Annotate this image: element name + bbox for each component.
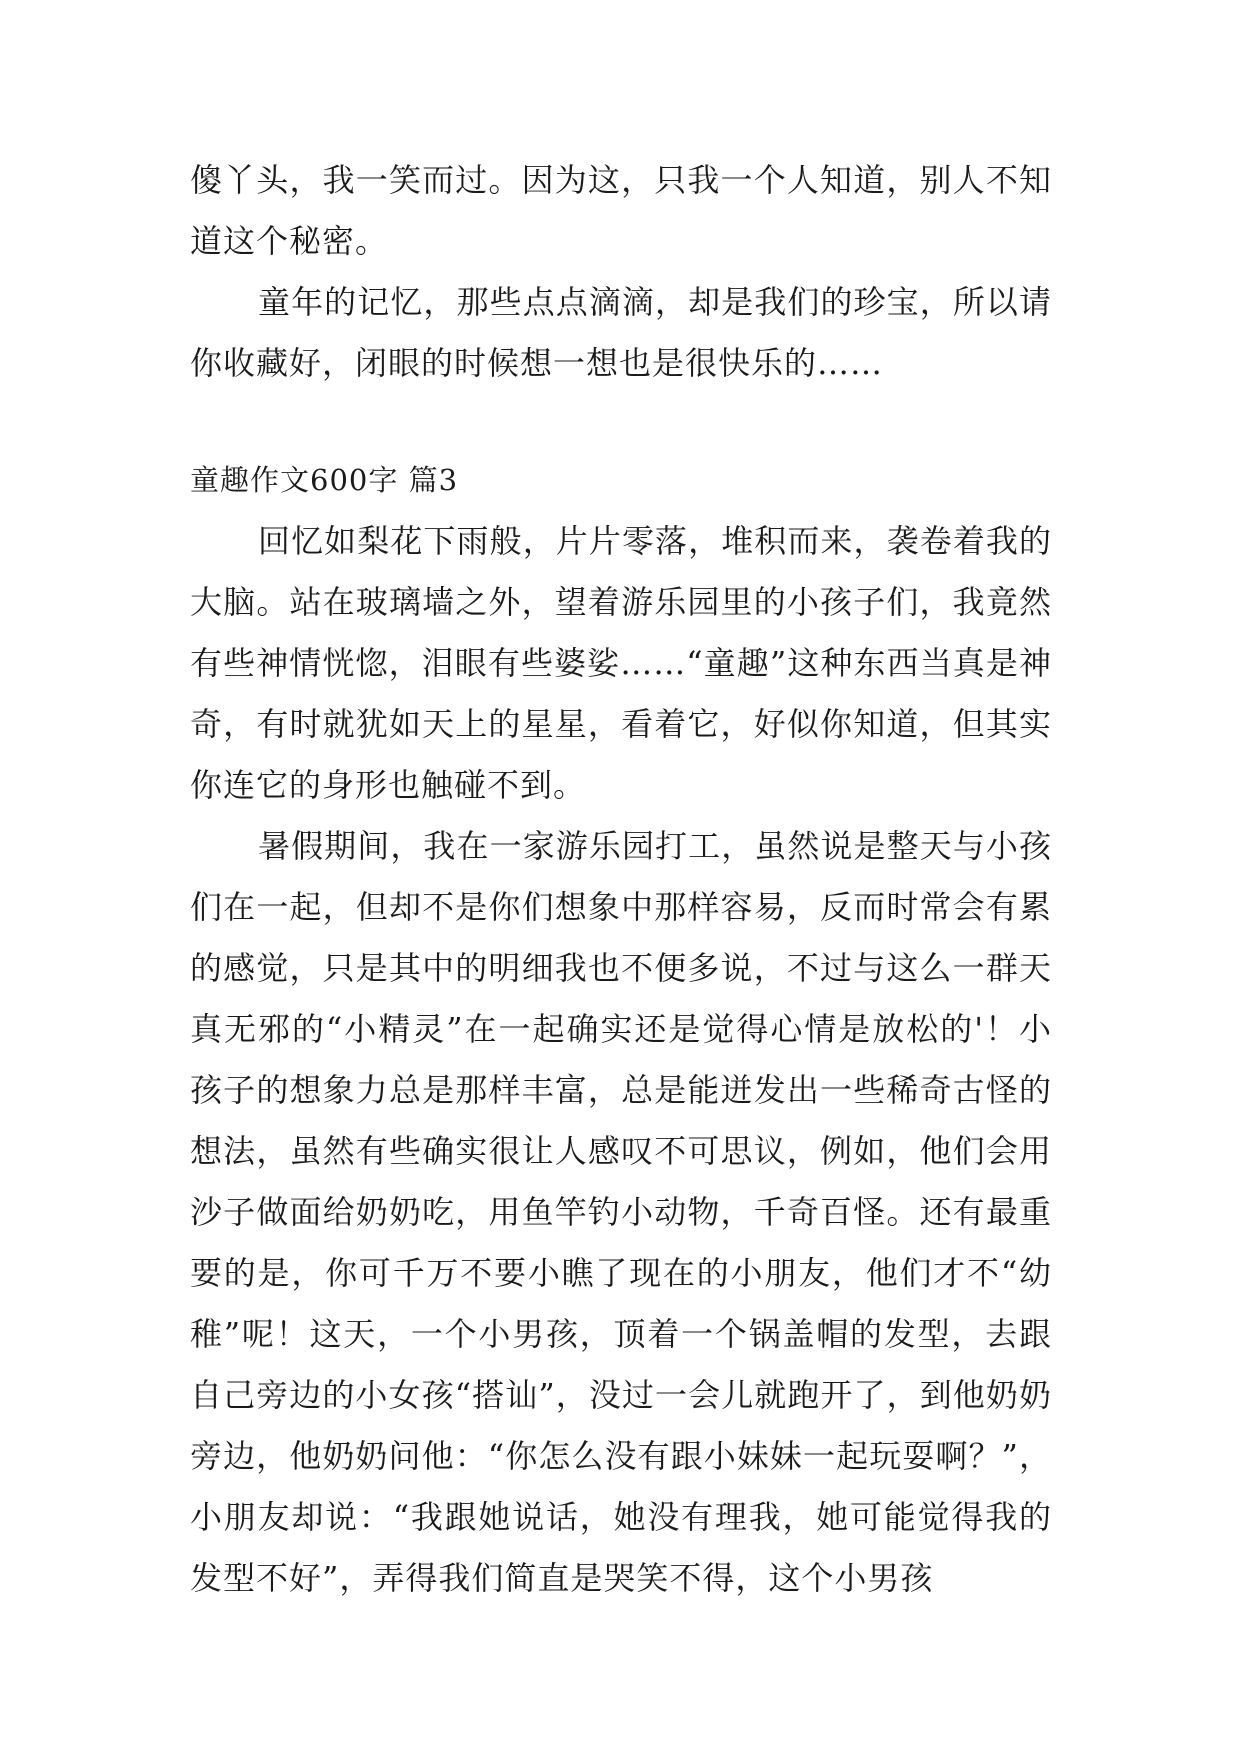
paragraph-4: 暑假期间，我在一家游乐园打工，虽然说是整天与小孩们在一起，但却不是你们想象中那样容易，反而时常会有累的感觉，只是其中的明细我也不便多说，不过与这么一群天真无邪的“小精灵”在一起确实还是觉得心情是放松的'！小孩子的想象力总是那样丰富，总是能迸发出一些稀奇古怪的想法，虽然有些确实很让人感叹不可思议，例如，他们会用沙子做面给奶奶吃，用鱼竿钓小动物，千奇百怪。还有最重要的是，你可千万不要小瞧了现在的小朋友，他们才不“幼稚”呢！这天，一个小男孩，顶着一个锅盖帽的发型，去跟自己旁边的小女孩“搭讪”，没过一会儿就跑开了，到他奶奶旁边，他奶奶问他：“你怎么没有跟小妹妹一起玩耍啊？”，小朋友却说：“我跟她说话，她没有理我，她可能觉得我的发型不好”，弄得我们简直是哭笑不得，这个小男孩 [190,827,1052,1597]
essay-heading: 童趣作文600字 篇3 [190,463,459,497]
document-body [190,150,1052,1609]
paragraph-1: 傻丫头，我一笑而过。因为这，只我一个人知道，别人不知道这个秘密。 [190,161,1052,260]
paragraph-3: 回忆如梨花下雨般，片片零落，堆积而来，袭卷着我的大脑。站在玻璃墙之外，望着游乐园里的小孩子们，我竟然有些神情恍惚，泪眼有些婆娑……“童趣”这种东西当真是神奇，有时就犹如天上的星星，看着它，好似你知道，但其实你连它的身形也触碰不到。 [190,522,1052,804]
paragraph-2: 童年的记忆，那些点点滴滴，却是我们的珍宝，所以请你收藏好，闭眼的时候想一想也是很快乐的…… [190,283,1052,382]
